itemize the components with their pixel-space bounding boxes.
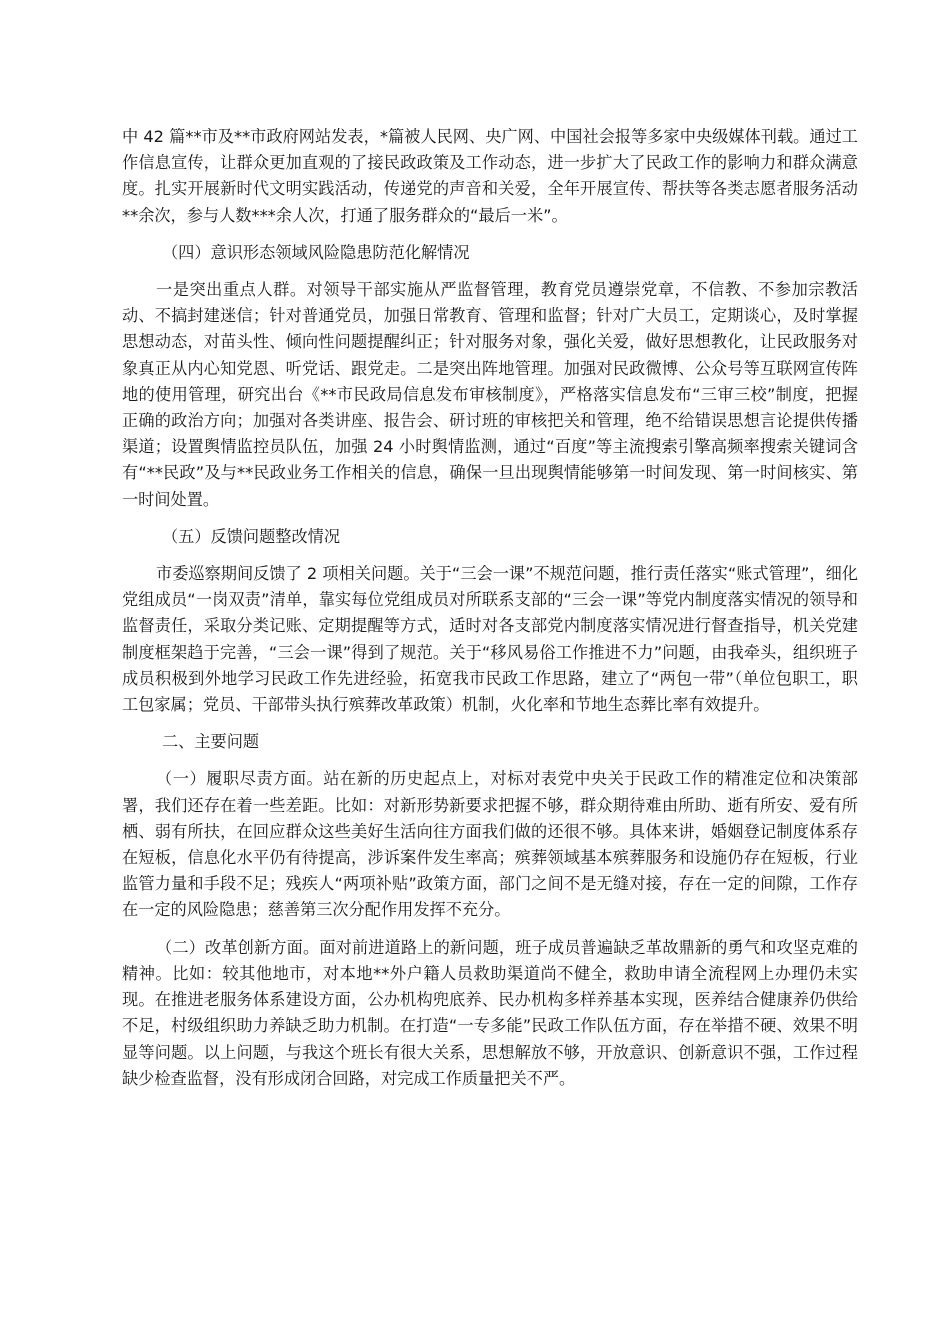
document-page <box>122 124 858 1103</box>
paragraph-feedback-rectification: 市委巡察期间反馈了 2 项相关问题。关于“三会一课”不规范问题，推行责任落实“账式管理”，细化党组成员“一岗双责”清单，靠实每位党组成员对所联系支部的“三会一课”等党内制度落实情况的领导和监督责任，采取分类记账、定期提醒等方式，适时对各支部党内制度落实情况进行督查指导，机关党建制度框架趋于完善，“三会一课”得到了规范。关于“移风易俗工作推进不力”问题，由我牵头，组织班子成员积极到外地学习民政工作先进经验，拓宽我市民政工作思路，建立了“两包一带”（单位包职工，职工包家属；党员、干部带头执行殡葬改革政策）机制，火化率和节地生态葬比率有效提升。 <box>122 564 858 715</box>
section-heading-main-problems: 二、主要问题 <box>162 732 260 752</box>
paragraph-reform-innovation: （二）改革创新方面。面对前进道路上的新问题，班子成员普遍缺乏革故鼎新的勇气和攻坚克难的精神。比如：较其他地市，对本地**外户籍人员救助渠道尚不健全，救助申请全流程网上办理仍未实现。在推进老服务体系建设方面，公办机构兜底养、民办机构多样养基本实现，医养结合健康养仍供给不足，村级组织助力养缺乏助力机制。在打造“一专多能”民政工作队伍方面，存在举措不硬、效果不明显等问题。以上问题，与我这个班长有很大关系，思想解放不够，开放意识、创新意识不强，工作过程缺少检查监督，没有形成闭合回路，对完成工作质量把关不严。 <box>122 937 858 1088</box>
section-heading-feedback-rectification: （五）反馈问题整改情况 <box>162 526 341 546</box>
section-heading-ideology-risk: （四）意识形态领域风险隐患防范化解情况 <box>162 242 470 262</box>
paragraph-ideology-risk: 一是突出重点人群。对领导干部实施从严监督管理，教育党员遵崇党章，不信教、不参加宗教活动、不搞封建迷信；针对普通党员，加强日常教育、管理和监督；针对广大员工，定期谈心，及时掌握思想动态，对苗头性、倾向性问题提醒纠正；针对服务对象，强化关爱，做好思想教化，让民政服务对象真正从内心知党恩、听党话、跟党走。二是突出阵地管理。加强对民政微博、公众号等互联网宣传阵地的使用管理，研究出台《**市民政局信息发布审核制度》，严格落实信息发布“三审三校”制度，把握正确的政治方向；加强对各类讲座、报告会、研讨班的审核把关和管理，绝不给错误思想言论提供传播渠道；设置舆情监控员队伍，加强 24 小时舆情监测，通过“百度”等主流搜索引擎高频率搜索关键词含有“**民政”及与**民政业务工作相关的信息，确保一旦出现舆情能够第一时间发现、第一时间核实、第一时间处置。 <box>122 280 858 509</box>
paragraph-duty-performance: （一）履职尽责方面。站在新的历史起点上，对标对表党中央关于民政工作的精准定位和决策部署，我们还存在着一些差距。比如：对新形势新要求把握不够，群众期待难由所助、逝有所安、爱有所栖、弱有所扶，在回应群众这些美好生活向往方面我们做的还很不够。具体来讲，婚姻登记制度体系存在短板，信息化水平仍有待提高，涉诉案件发生率高；殡葬领域基本殡葬服务和设施仍存在短板，行业监管力量和手段不足；残疾人“两项补贴”政策方面，部门之间不是无缝对接，存在一定的间隙，工作存在一定的风险隐患；慈善第三次分配作用发挥不充分。 <box>122 769 858 920</box>
paragraph-publicity-summary: 中 42 篇**市及**市政府网站发表，*篇被人民网、央广网、中国社会报等多家中央级媒体刊载。通过工作信息宣传，让群众更加直观的了接民政政策及工作动态，进一步扩大了民政工作的影响力和群众满意度。扎实开展新时代文明实践活动，传递党的声音和关爱，全年开展宣传、帮扶等各类志愿者服务活动**余次，参与人数***余人次，打通了服务群众的“最后一米”。 <box>122 127 858 225</box>
